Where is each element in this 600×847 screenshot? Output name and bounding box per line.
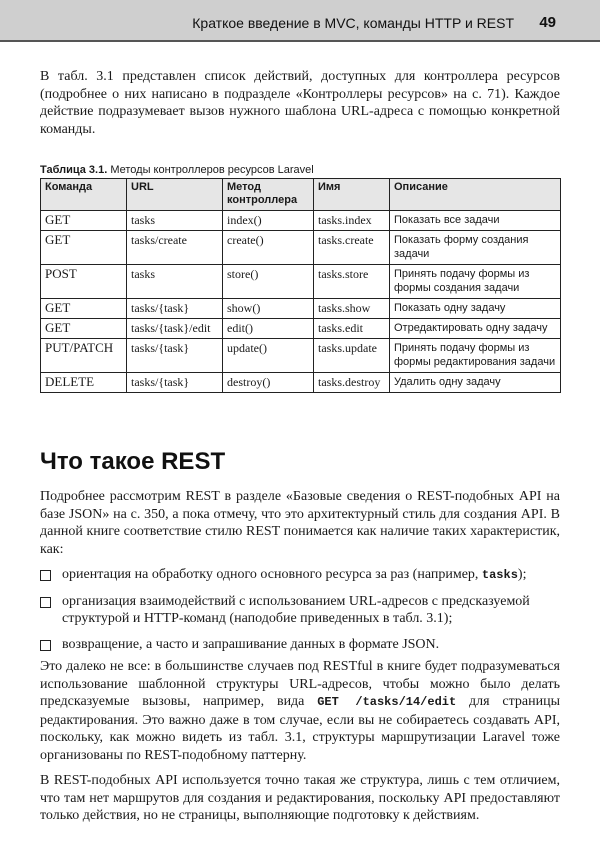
cell-method: update(): [223, 339, 314, 373]
cell-description: Удалить одну задачу: [390, 373, 561, 393]
table-row: [41, 299, 561, 319]
cell-url: tasks/{task}: [127, 339, 223, 373]
cell-description: Показать форму создания задачи: [390, 231, 561, 265]
inline-code: tasks: [481, 568, 518, 582]
cell-description: Принять подачу формы из формы редактирования задачи: [390, 339, 561, 373]
cell-name: tasks.show: [314, 299, 390, 319]
characteristics-list: [40, 566, 570, 661]
cell-method: destroy(): [223, 373, 314, 393]
cell-name: tasks.index: [314, 211, 390, 231]
table-row: [41, 211, 561, 231]
page-number: 49: [539, 14, 556, 31]
cell-url: tasks/create: [127, 231, 223, 265]
cell-method: show(): [223, 299, 314, 319]
cell-description: Показать все задачи: [390, 211, 561, 231]
checkbox-bullet-icon: [40, 597, 51, 608]
cell-method: store(): [223, 265, 314, 299]
running-header: [0, 0, 600, 42]
cell-method: edit(): [223, 319, 314, 339]
column-header: Команда: [41, 179, 127, 211]
column-header: URL: [127, 179, 223, 211]
cell-name: tasks.destroy: [314, 373, 390, 393]
cell-verb: GET: [41, 299, 127, 319]
inline-code: GET /tasks/14/edit: [317, 695, 457, 709]
cell-name: tasks.edit: [314, 319, 390, 339]
column-header: Метод контроллера: [223, 179, 314, 211]
cell-verb: GET: [41, 231, 127, 265]
cell-url: tasks: [127, 211, 223, 231]
cell-verb: GET: [41, 319, 127, 339]
table-row: [41, 339, 561, 373]
table-caption: [40, 164, 314, 176]
cell-verb: DELETE: [41, 373, 127, 393]
list-item-text: организация взаимодействий с использованием URL-адресов с предсказуемой структурой и HTTP-команд (наподобие приведенных в табл. 3.1);: [62, 593, 530, 626]
cell-name: tasks.store: [314, 265, 390, 299]
restful-text-part1: Это далеко не все: в большинстве случаев под RESTful в книге будет подразумеваться использование шаблонной структуры URL-адресов, чтобы можно было делать предсказуемые вызовы, например, вида: [40, 659, 560, 709]
table-row: [41, 265, 561, 299]
list-item: [40, 636, 570, 654]
column-header: Имя: [314, 179, 390, 211]
list-item-text: ориентация на обработку одного основного ресурса за раз (например,: [62, 567, 479, 582]
cell-url: tasks: [127, 265, 223, 299]
list-item: [40, 566, 570, 585]
section-heading: Что такое REST: [40, 448, 226, 475]
checkbox-bullet-icon: [40, 570, 51, 581]
list-item-end: );: [517, 567, 527, 582]
cell-description: Отредактировать одну задачу: [390, 319, 561, 339]
list-item: [40, 593, 570, 628]
table-row: [41, 373, 561, 393]
intro-paragraph: В табл. 3.1 представлен список действий, доступных для контроллера ресурсов (подробнее о них написано в подразделе «Контроллеры ресурсов» на с. 71). Каждое действие подразумевает вызов нужного шаблона URL-адреса с помощью конкретной команды.: [40, 69, 560, 137]
cell-verb: POST: [41, 265, 127, 299]
table-row: [41, 231, 561, 265]
cell-description: Показать одну задачу: [390, 299, 561, 319]
final-paragraph: В REST-подобных API используется точно такая же структура, лишь с тем отличием, что там нет маршрутов для создания и редактирования, поскольку API предоставляют только действия, но не страницы, выполняющие подготовку к действиям.: [40, 773, 560, 823]
restful-paragraph: [40, 658, 560, 764]
restful-text-part2: для страницы редактирования. Это важно даже в том случае, если вы не собираетесь создавать API, поскольку, как можно видеть из табл. 3.1, структуры маршрутизации Laravel тоже организованы по REST-подобному паттерну.: [40, 694, 560, 763]
cell-verb: PUT/PATCH: [41, 339, 127, 373]
table-caption-text: Методы контроллеров ресурсов Laravel: [110, 164, 314, 176]
cell-name: tasks.create: [314, 231, 390, 265]
cell-url: tasks/{task}/edit: [127, 319, 223, 339]
table-row: [41, 319, 561, 339]
cell-name: tasks.update: [314, 339, 390, 373]
header-title: Краткое введение в MVC, команды HTTP и REST: [192, 15, 514, 31]
resource-controller-table: [40, 178, 561, 393]
cell-url: tasks/{task}: [127, 373, 223, 393]
table-caption-label: Таблица 3.1.: [40, 164, 108, 176]
list-item-text: возвращение, а часто и запрашивание данных в формате JSON.: [62, 636, 440, 652]
cell-method: index(): [223, 211, 314, 231]
rest-paragraph: Подробнее рассмотрим REST в разделе «Базовые сведения о REST-подобных API на базе JSON» на с. 350, а пока отмечу, что это архитектурный стиль для создания API. В данной книге соответствие стилю REST понимается как наличие таких характеристик, как:: [40, 489, 560, 557]
checkbox-bullet-icon: [40, 640, 51, 651]
cell-url: tasks/{task}: [127, 299, 223, 319]
cell-method: create(): [223, 231, 314, 265]
column-header: Описание: [390, 179, 561, 211]
table-header-row: [41, 179, 561, 211]
cell-verb: GET: [41, 211, 127, 231]
cell-description: Принять подачу формы из формы создания задачи: [390, 265, 561, 299]
